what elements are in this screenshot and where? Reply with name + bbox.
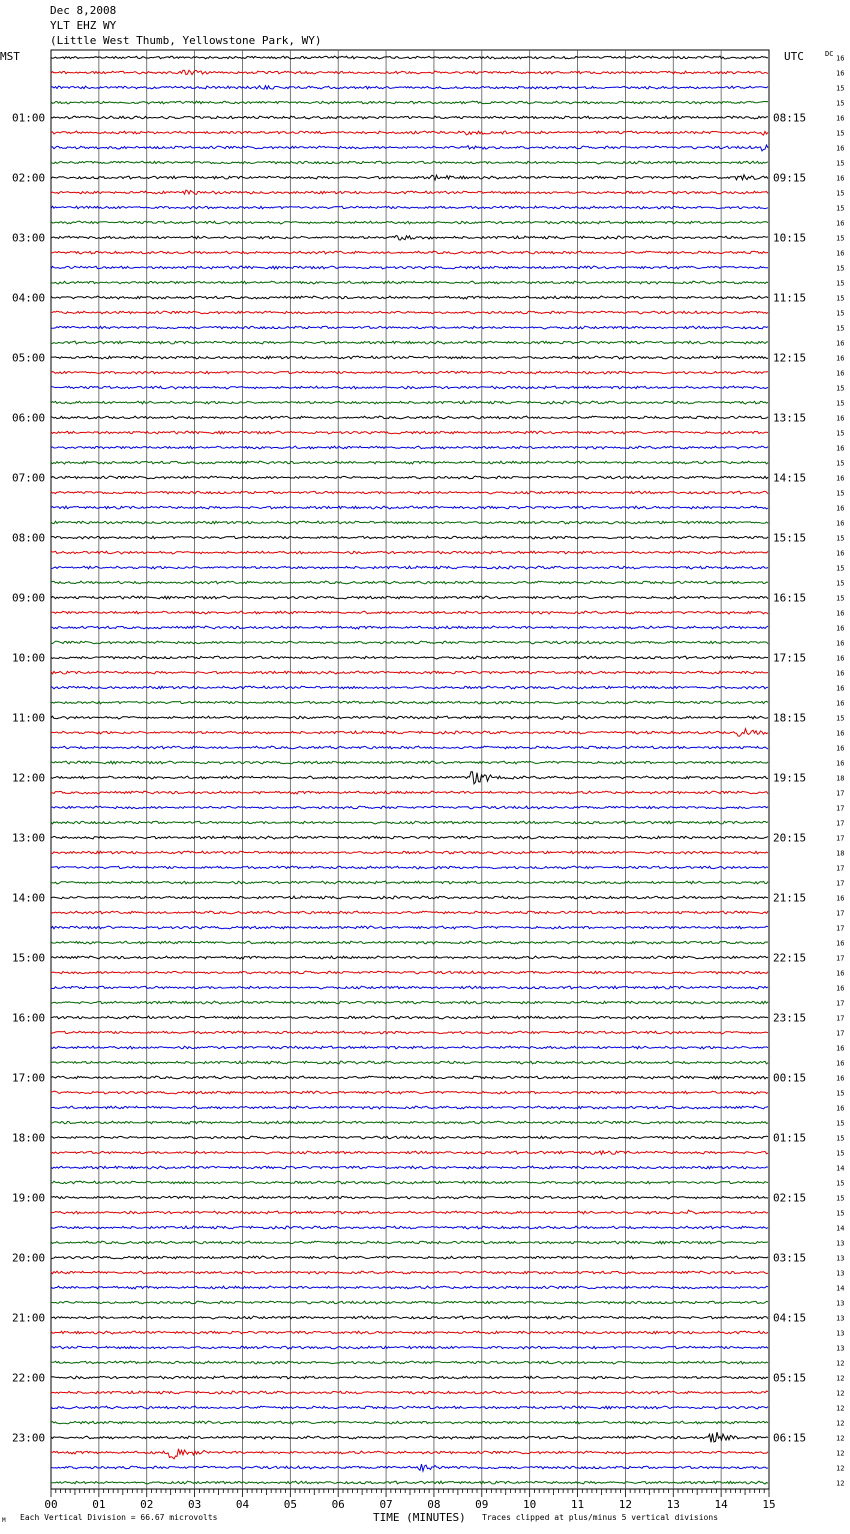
plot-date: Dec 8,2008: [50, 4, 117, 17]
dc-value: 16: [836, 1074, 845, 1083]
left-hour-label: 15:00: [12, 951, 46, 965]
dc-value: 16: [836, 549, 845, 558]
x-tick-label: 02: [140, 1498, 154, 1511]
right-hour-label: 12:15: [773, 351, 807, 365]
dc-value: 13: [836, 1269, 845, 1278]
dc-value: 17: [836, 1029, 845, 1038]
trace-row-69: [51, 1091, 768, 1094]
right-hour-label: 09:15: [773, 171, 807, 185]
dc-value: 16: [836, 219, 845, 228]
dc-value: 15: [836, 279, 845, 288]
dc-value: 16: [836, 519, 845, 528]
time-axis: [44, 1489, 775, 1511]
dc-value: 16: [836, 684, 845, 693]
dc-value: 16: [836, 669, 845, 678]
trace-row-89: [51, 1391, 768, 1394]
trace-row-53: [51, 851, 768, 854]
right-hour-label: 01:15: [773, 1131, 807, 1145]
trace-row-19: [51, 341, 768, 344]
dc-value: 14: [836, 1284, 845, 1293]
dc-value: 16: [836, 69, 845, 78]
dc-value: 12: [836, 1404, 845, 1413]
left-hour-label: 06:00: [12, 411, 46, 425]
trace-row-2: [51, 86, 768, 90]
right-hour-label: 00:15: [773, 1071, 807, 1085]
x-tick-label: 06: [331, 1498, 345, 1511]
dc-value: 17: [836, 909, 845, 918]
left-hour-label: 02:00: [12, 171, 46, 185]
trace-row-27: [51, 461, 768, 464]
dc-value: 15: [836, 579, 845, 588]
trace-row-7: [51, 161, 768, 164]
trace-row-93: [51, 1449, 768, 1459]
left-hour-label: 14:00: [12, 891, 46, 905]
right-hour-label: 02:15: [773, 1191, 807, 1205]
trace-row-86: [51, 1346, 768, 1349]
trace-row-48: [51, 772, 768, 784]
dc-value: 15: [836, 1209, 845, 1218]
dc-value: 16: [836, 699, 845, 708]
x-tick-label: 15: [762, 1498, 776, 1511]
trace-row-41: [51, 671, 768, 674]
dc-value: 16: [836, 1059, 845, 1068]
footer-mark: M: [2, 1517, 6, 1524]
dc-value: 15: [836, 594, 845, 603]
trace-row-59: [51, 941, 768, 944]
left-hour-label: 08:00: [12, 531, 46, 545]
dc-value: 12: [836, 1389, 845, 1398]
dc-value: 18: [836, 774, 845, 783]
dc-value: 16: [836, 639, 845, 648]
trace-row-35: [51, 581, 768, 584]
trace-row-84: [51, 1316, 768, 1319]
trace-row-9: [51, 190, 768, 194]
trace-row-63: [51, 1001, 768, 1004]
dc-value: 15: [836, 399, 845, 408]
dc-value: 15: [836, 99, 845, 108]
dc-value: 15: [836, 1194, 845, 1203]
trace-row-30: [51, 506, 768, 509]
dc-value: 15: [836, 429, 845, 438]
dc-value: 14: [836, 1224, 845, 1233]
dc-value: 16: [836, 744, 845, 753]
trace-row-11: [51, 221, 768, 224]
trace-row-58: [51, 926, 768, 929]
dc-value: 15: [836, 459, 845, 468]
trace-row-90: [51, 1406, 768, 1409]
dc-value: 15: [836, 294, 845, 303]
left-hour-label: 07:00: [12, 471, 46, 485]
trace-row-45: [51, 729, 768, 737]
dc-value: 16: [836, 1044, 845, 1053]
trace-row-23: [51, 401, 768, 404]
dc-value: 15: [836, 189, 845, 198]
trace-row-66: [51, 1046, 768, 1049]
dc-value: 18: [836, 849, 845, 858]
trace-row-5: [51, 131, 768, 135]
trace-row-43: [51, 701, 768, 704]
trace-row-68: [51, 1076, 768, 1079]
trace-row-91: [51, 1421, 768, 1424]
left-hour-label: 16:00: [12, 1011, 46, 1025]
trace-row-39: [51, 641, 768, 644]
station-code: YLT EHZ WY: [50, 19, 117, 32]
left-timezone-label: MST: [0, 50, 20, 63]
left-hour-label: 03:00: [12, 231, 46, 245]
trace-row-26: [51, 446, 768, 449]
trace-row-40: [51, 656, 768, 659]
x-axis-label: TIME (MINUTES): [373, 1511, 466, 1524]
dc-value: 16: [836, 474, 845, 483]
trace-row-76: [51, 1196, 768, 1199]
trace-row-12: [51, 236, 768, 241]
dc-value: 16: [836, 144, 845, 153]
left-hour-label: 05:00: [12, 351, 46, 365]
right-hour-label: 13:15: [773, 411, 807, 425]
seismogram-traces: [51, 56, 768, 1484]
right-hour-label: 08:15: [773, 111, 807, 125]
trace-row-70: [51, 1106, 768, 1109]
trace-row-52: [51, 836, 768, 839]
dc-value: 16: [836, 654, 845, 663]
dc-value: 16: [836, 444, 845, 453]
trace-row-10: [51, 206, 768, 209]
scale-note: Each Vertical Division = 66.67 microvolts: [20, 1513, 218, 1522]
trace-row-88: [51, 1376, 768, 1379]
dc-value: 13: [836, 1239, 845, 1248]
x-tick-label: 13: [666, 1498, 680, 1511]
trace-row-74: [51, 1166, 768, 1169]
trace-row-25: [51, 431, 768, 434]
right-hour-label: 22:15: [773, 951, 807, 965]
trace-row-55: [51, 881, 768, 884]
left-hour-label: 19:00: [12, 1191, 46, 1205]
dc-value: 17: [836, 999, 845, 1008]
right-timezone-label: UTC: [784, 50, 804, 63]
x-tick-label: 07: [379, 1498, 393, 1511]
right-hour-label: 16:15: [773, 591, 807, 605]
right-hour-label: 11:15: [773, 291, 807, 305]
dc-value: 16: [836, 624, 845, 633]
trace-row-0: [51, 56, 768, 59]
trace-row-6: [51, 145, 768, 151]
left-hour-label: 20:00: [12, 1251, 46, 1265]
dc-value: 15: [836, 1149, 845, 1158]
dc-value: 15: [836, 1089, 845, 1098]
right-hour-label: 19:15: [773, 771, 807, 785]
right-hour-label: 18:15: [773, 711, 807, 725]
dc-value: 17: [836, 789, 845, 798]
right-hour-label: 03:15: [773, 1251, 807, 1265]
trace-row-62: [51, 986, 768, 989]
left-hour-label: 18:00: [12, 1131, 46, 1145]
left-hour-label: 04:00: [12, 291, 46, 305]
dc-value: 16: [836, 369, 845, 378]
x-tick-label: 12: [618, 1498, 633, 1511]
trace-row-42: [51, 686, 768, 689]
trace-row-20: [51, 356, 768, 359]
dc-value: 12: [836, 1479, 845, 1488]
dc-value: 13: [836, 1314, 845, 1323]
trace-row-29: [51, 491, 768, 494]
trace-row-81: [51, 1271, 768, 1274]
left-hour-label: 01:00: [12, 111, 46, 125]
right-hour-label: 06:15: [773, 1431, 807, 1445]
left-hour-label: 22:00: [12, 1371, 46, 1385]
x-tick-label: 04: [235, 1498, 250, 1511]
dc-value: 17: [836, 954, 845, 963]
trace-row-47: [51, 761, 768, 764]
trace-row-33: [51, 551, 768, 554]
trace-row-4: [51, 116, 768, 119]
trace-row-17: [51, 311, 768, 314]
trace-row-87: [51, 1361, 768, 1364]
trace-row-72: [51, 1136, 768, 1139]
dc-value: 16: [836, 969, 845, 978]
trace-row-95: [51, 1481, 768, 1484]
dc-value: 15: [836, 1134, 845, 1143]
dc-value: 16: [836, 759, 845, 768]
trace-row-78: [51, 1226, 768, 1229]
dc-value: 15: [836, 129, 845, 138]
x-tick-label: 14: [714, 1498, 728, 1511]
trace-row-73: [51, 1151, 768, 1155]
dc-value: 12: [836, 1434, 845, 1443]
left-hour-label: 21:00: [12, 1311, 46, 1325]
dc-value: 16: [836, 894, 845, 903]
trace-row-57: [51, 911, 768, 914]
dc-value: 15: [836, 264, 845, 273]
trace-row-36: [51, 596, 768, 599]
right-hour-label: 10:15: [773, 231, 807, 245]
dc-value: 16: [836, 729, 845, 738]
right-hour-label: 23:15: [773, 1011, 807, 1025]
dc-value: 15: [836, 534, 845, 543]
dc-value: 12: [836, 1449, 845, 1458]
dc-value: 16: [836, 984, 845, 993]
left-hour-label: 11:00: [12, 711, 46, 725]
x-tick-label: 11: [570, 1498, 585, 1511]
right-hour-label: 14:15: [773, 471, 807, 485]
x-tick-label: 03: [187, 1498, 202, 1511]
dc-value: 17: [836, 804, 845, 813]
dc-value: 13: [836, 1329, 845, 1338]
right-hour-label: 17:15: [773, 651, 807, 665]
dc-value: 16: [836, 609, 845, 618]
dc-value: 13: [836, 1254, 845, 1263]
left-hour-label: 23:00: [12, 1431, 46, 1445]
dc-value: 17: [836, 864, 845, 873]
dc-value: 14: [836, 1164, 845, 1173]
dc-value: 16: [836, 1104, 845, 1113]
left-hour-label: 13:00: [12, 831, 46, 845]
trace-row-94: [51, 1464, 768, 1471]
dc-value: 16: [836, 939, 845, 948]
trace-row-21: [51, 371, 768, 374]
left-hour-label: 12:00: [12, 771, 46, 785]
dc-value: 15: [836, 309, 845, 318]
dc-value: 16: [836, 339, 845, 348]
right-hour-label: 20:15: [773, 831, 807, 845]
trace-row-22: [51, 386, 768, 389]
trace-row-79: [51, 1241, 768, 1244]
x-tick-label: 08: [427, 1498, 441, 1511]
dc-value: 16: [836, 504, 845, 513]
trace-row-24: [51, 416, 768, 419]
trace-row-28: [51, 476, 768, 479]
right-hour-label: 05:15: [773, 1371, 807, 1385]
x-tick-label: 05: [283, 1498, 297, 1511]
trace-row-65: [51, 1031, 768, 1034]
trace-row-32: [51, 536, 768, 539]
right-hour-label: 04:15: [773, 1311, 807, 1325]
dc-value: 15: [836, 204, 845, 213]
left-hour-label: 17:00: [12, 1071, 46, 1085]
trace-row-31: [51, 521, 768, 524]
dc-header-label: DC: [825, 50, 834, 58]
trace-row-71: [51, 1121, 768, 1124]
trace-row-34: [51, 566, 768, 569]
trace-row-67: [51, 1061, 768, 1064]
dc-value: 17: [836, 924, 845, 933]
trace-row-92: [51, 1432, 768, 1442]
dc-value: 15: [836, 489, 845, 498]
trace-row-8: [51, 175, 768, 180]
left-hour-label: 09:00: [12, 591, 46, 605]
dc-value: 16: [836, 354, 845, 363]
dc-value: 15: [836, 324, 845, 333]
dc-value: 15: [836, 384, 845, 393]
dc-value: 16: [836, 54, 845, 63]
dc-value: 15: [836, 1179, 845, 1188]
trace-row-82: [51, 1286, 768, 1289]
dc-value: 17: [836, 879, 845, 888]
left-hour-label: 10:00: [12, 651, 46, 665]
trace-row-64: [51, 1016, 768, 1019]
dc-value: 15: [836, 84, 845, 93]
dc-value: 17: [836, 834, 845, 843]
trace-row-50: [51, 806, 768, 809]
dc-value: 16: [836, 174, 845, 183]
trace-row-14: [51, 266, 768, 269]
clip-note: Traces clipped at plus/minus 5 vertical divisions: [482, 1513, 719, 1522]
trace-row-18: [51, 326, 768, 329]
dc-value: 12: [836, 1374, 845, 1383]
dc-value: 15: [836, 714, 845, 723]
dc-value: 13: [836, 1344, 845, 1353]
trace-row-46: [51, 746, 768, 749]
trace-row-3: [51, 101, 768, 104]
trace-row-75: [51, 1181, 768, 1184]
trace-row-85: [51, 1331, 768, 1334]
trace-row-44: [51, 716, 768, 720]
dc-value: 16: [836, 249, 845, 258]
x-tick-label: 10: [523, 1498, 537, 1511]
trace-row-54: [51, 866, 768, 869]
dc-value: 16: [836, 414, 845, 423]
trace-row-16: [51, 296, 768, 299]
dc-value: 15: [836, 159, 845, 168]
x-tick-label: 09: [475, 1498, 489, 1511]
trace-row-61: [51, 971, 768, 974]
station-location: (Little West Thumb, Yellowstone Park, WY): [50, 34, 322, 47]
trace-row-60: [51, 956, 768, 959]
trace-row-38: [51, 626, 768, 629]
dc-value: 12: [836, 1464, 845, 1473]
dc-value: 15: [836, 564, 845, 573]
right-hour-label: 21:15: [773, 891, 807, 905]
dc-value: 16: [836, 114, 845, 123]
trace-row-49: [51, 791, 768, 794]
dc-value: 15: [836, 234, 845, 243]
dc-value: 12: [836, 1419, 845, 1428]
trace-row-83: [51, 1301, 768, 1304]
trace-row-37: [51, 611, 768, 614]
dc-value: 13: [836, 1299, 845, 1308]
dc-value: 15: [836, 1119, 845, 1128]
trace-row-80: [51, 1256, 768, 1259]
trace-row-13: [51, 251, 768, 254]
trace-row-56: [51, 896, 768, 899]
dc-value: 17: [836, 819, 845, 828]
trace-row-77: [51, 1210, 768, 1214]
dc-value: 12: [836, 1359, 845, 1368]
x-tick-label: 00: [44, 1498, 58, 1511]
trace-row-15: [51, 281, 768, 284]
x-tick-label: 01: [92, 1498, 106, 1511]
dc-value: 17: [836, 1014, 845, 1023]
trace-row-1: [51, 70, 768, 74]
trace-row-51: [51, 821, 768, 824]
right-hour-label: 15:15: [773, 531, 807, 545]
